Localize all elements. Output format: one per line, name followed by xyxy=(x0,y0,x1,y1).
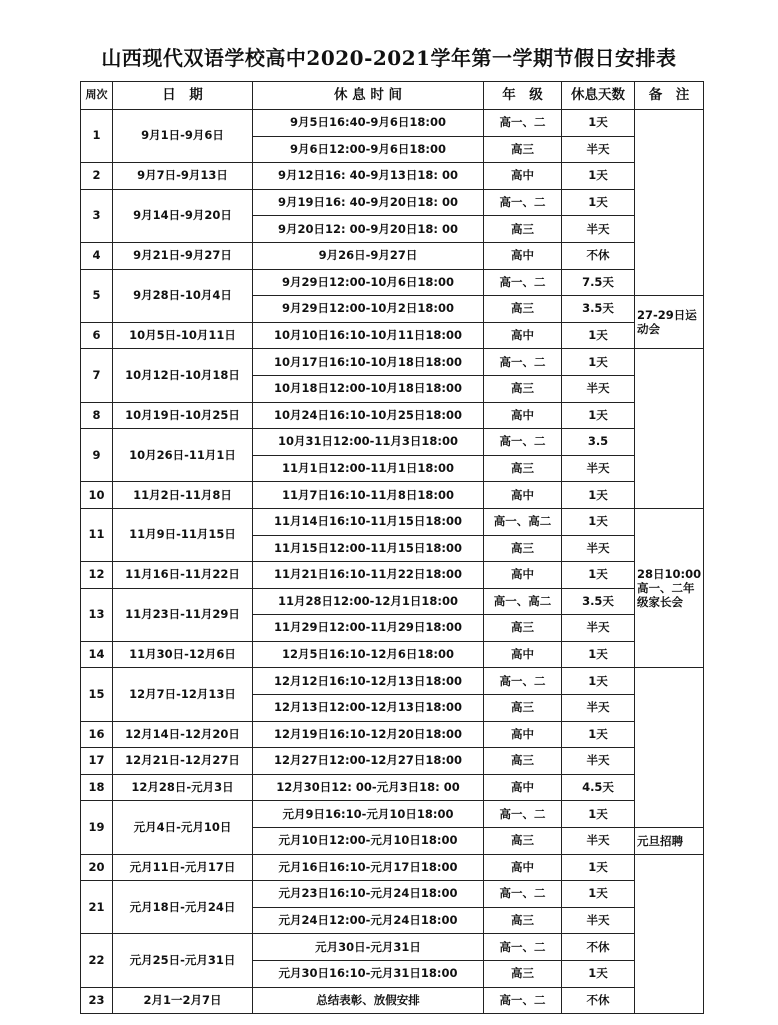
document-title: 山西现代双语学校高中2020-2021学年第一学期节假日安排表 xyxy=(101,46,677,70)
week-number: 4 xyxy=(81,242,113,269)
grade: 高中 xyxy=(484,854,562,881)
week-number: 5 xyxy=(81,269,113,322)
grade: 高三 xyxy=(484,828,562,855)
rest-time: 10月24日16:10-10月25日18:00 xyxy=(253,402,484,429)
week-number: 14 xyxy=(81,641,113,668)
week-number: 8 xyxy=(81,402,113,429)
week-dates: 9月28日-10月4日 xyxy=(113,269,253,322)
week-dates: 元月4日-元月10日 xyxy=(113,801,253,854)
week-dates: 元月25日-元月31日 xyxy=(113,934,253,987)
table-row xyxy=(81,934,704,961)
grade: 高一、二 xyxy=(484,801,562,828)
grade: 高一、二 xyxy=(484,881,562,908)
rest-days: 1天 xyxy=(562,189,635,216)
week-number: 15 xyxy=(81,668,113,721)
grade: 高一、二 xyxy=(484,668,562,695)
rest-time: 11月28日12:00-12月1日18:00 xyxy=(253,588,484,615)
grade: 高三 xyxy=(484,535,562,562)
rest-time: 10月17日16:10-10月18日18:00 xyxy=(253,349,484,376)
rest-days: 1天 xyxy=(562,641,635,668)
rest-time: 11月14日16:10-11月15日18:00 xyxy=(253,508,484,535)
week-number: 19 xyxy=(81,801,113,854)
table-row xyxy=(81,322,704,349)
rest-days: 不休 xyxy=(562,987,635,1014)
week-number: 16 xyxy=(81,721,113,748)
grade: 高中 xyxy=(484,402,562,429)
week-dates: 11月23日-11月29日 xyxy=(113,588,253,641)
rest-time: 12月30日12: 00-元月3日18: 00 xyxy=(253,774,484,801)
rest-time: 元月16日16:10-元月17日18:00 xyxy=(253,854,484,881)
rest-time: 元月10日12:00-元月10日18:00 xyxy=(253,828,484,855)
grade: 高中 xyxy=(484,562,562,589)
grade: 高中 xyxy=(484,774,562,801)
remark: 元旦招聘 xyxy=(635,828,704,855)
rest-days: 半天 xyxy=(562,455,635,482)
grade: 高一、高二 xyxy=(484,588,562,615)
week-number: 2 xyxy=(81,163,113,190)
table-row xyxy=(81,801,704,828)
header-dates: 日 期 xyxy=(113,82,253,110)
rest-days: 3.5天 xyxy=(562,296,635,323)
rest-days: 半天 xyxy=(562,695,635,722)
rest-time: 总结表彰、放假安排 xyxy=(253,987,484,1014)
schedule-body xyxy=(81,110,704,1014)
week-dates: 元月18日-元月24日 xyxy=(113,881,253,934)
table-row xyxy=(81,748,704,775)
week-number: 11 xyxy=(81,508,113,561)
grade: 高三 xyxy=(484,216,562,243)
rest-days: 1天 xyxy=(562,801,635,828)
grade: 高一、二 xyxy=(484,429,562,456)
week-dates: 10月5日-10月11日 xyxy=(113,322,253,349)
rest-days: 1天 xyxy=(562,881,635,908)
rest-days: 3.5天 xyxy=(562,588,635,615)
rest-time: 12月13日12:00-12月13日18:00 xyxy=(253,695,484,722)
rest-days: 3.5 xyxy=(562,429,635,456)
rest-days: 1天 xyxy=(562,668,635,695)
week-dates: 12月21日-12月27日 xyxy=(113,748,253,775)
week-number: 7 xyxy=(81,349,113,402)
week-dates: 12月28日-元月3日 xyxy=(113,774,253,801)
grade: 高三 xyxy=(484,296,562,323)
rest-days: 半天 xyxy=(562,828,635,855)
rest-days: 不休 xyxy=(562,934,635,961)
grade: 高一、二 xyxy=(484,110,562,137)
rest-days: 半天 xyxy=(562,535,635,562)
week-number: 13 xyxy=(81,588,113,641)
header-rest-time: 休 息 时 间 xyxy=(253,82,484,110)
grade: 高中 xyxy=(484,242,562,269)
week-number: 6 xyxy=(81,322,113,349)
rest-time: 11月29日12:00-11月29日18:00 xyxy=(253,615,484,642)
table-row xyxy=(81,508,704,535)
rest-days: 1天 xyxy=(562,562,635,589)
table-row xyxy=(81,562,704,589)
rest-days: 1天 xyxy=(562,854,635,881)
week-number: 20 xyxy=(81,854,113,881)
week-number: 1 xyxy=(81,110,113,163)
week-number: 23 xyxy=(81,987,113,1014)
week-dates: 11月9日-11月15日 xyxy=(113,508,253,561)
grade: 高三 xyxy=(484,748,562,775)
table-row xyxy=(81,110,704,137)
week-dates: 11月16日-11月22日 xyxy=(113,562,253,589)
grade: 高三 xyxy=(484,695,562,722)
rest-time: 11月15日12:00-11月15日18:00 xyxy=(253,535,484,562)
rest-days: 1天 xyxy=(562,110,635,137)
week-number: 17 xyxy=(81,748,113,775)
table-row xyxy=(81,163,704,190)
rest-time: 12月12日16:10-12月13日18:00 xyxy=(253,668,484,695)
rest-days: 半天 xyxy=(562,907,635,934)
grade: 高三 xyxy=(484,136,562,163)
grade: 高一、二 xyxy=(484,189,562,216)
grade: 高中 xyxy=(484,641,562,668)
grade: 高一、二 xyxy=(484,987,562,1014)
week-dates: 12月7日-12月13日 xyxy=(113,668,253,721)
rest-time: 11月7日16:10-11月8日18:00 xyxy=(253,482,484,509)
rest-days: 不休 xyxy=(562,242,635,269)
rest-time: 9月12日16: 40-9月13日18: 00 xyxy=(253,163,484,190)
header-grade: 年 级 xyxy=(484,82,562,110)
header-row xyxy=(81,82,704,110)
grade: 高一、二 xyxy=(484,269,562,296)
rest-days: 半天 xyxy=(562,136,635,163)
rest-time: 元月23日16:10-元月24日18:00 xyxy=(253,881,484,908)
rest-days: 半天 xyxy=(562,748,635,775)
rest-time: 元月30日-元月31日 xyxy=(253,934,484,961)
table-row xyxy=(81,668,704,695)
grade: 高三 xyxy=(484,961,562,988)
table-row xyxy=(81,189,704,216)
holiday-schedule-table xyxy=(80,81,704,1014)
week-dates: 9月14日-9月20日 xyxy=(113,189,253,242)
rest-time: 9月19日16: 40-9月20日18: 00 xyxy=(253,189,484,216)
rest-time: 9月5日16:40-9月6日18:00 xyxy=(253,110,484,137)
rest-time: 9月29日12:00-10月2日18:00 xyxy=(253,296,484,323)
grade: 高一、高二 xyxy=(484,508,562,535)
remark xyxy=(635,668,704,828)
week-number: 22 xyxy=(81,934,113,987)
rest-time: 9月29日12:00-10月6日18:00 xyxy=(253,269,484,296)
remark: 27-29日运动会 xyxy=(635,296,704,349)
table-row xyxy=(81,242,704,269)
week-number: 21 xyxy=(81,881,113,934)
rest-time: 元月9日16:10-元月10日18:00 xyxy=(253,801,484,828)
week-dates: 9月1日-9月6日 xyxy=(113,110,253,163)
table-row xyxy=(81,641,704,668)
week-dates: 元月11日-元月17日 xyxy=(113,854,253,881)
rest-time: 9月20日12: 00-9月20日18: 00 xyxy=(253,216,484,243)
rest-time: 11月21日16:10-11月22日18:00 xyxy=(253,562,484,589)
rest-days: 1天 xyxy=(562,721,635,748)
table-row xyxy=(81,402,704,429)
table-row xyxy=(81,987,704,1014)
week-dates: 9月21日-9月27日 xyxy=(113,242,253,269)
table-row xyxy=(81,721,704,748)
grade: 高三 xyxy=(484,455,562,482)
header-week: 周次 xyxy=(81,82,113,110)
header-remarks: 备 注 xyxy=(635,82,704,110)
remark: 28日10:00高一、二年级家长会 xyxy=(635,508,704,668)
week-number: 12 xyxy=(81,562,113,589)
week-dates: 10月19日-10月25日 xyxy=(113,402,253,429)
grade: 高三 xyxy=(484,907,562,934)
remark xyxy=(635,349,704,509)
rest-days: 1天 xyxy=(562,508,635,535)
rest-days: 1天 xyxy=(562,163,635,190)
week-dates: 12月14日-12月20日 xyxy=(113,721,253,748)
rest-time: 9月6日12:00-9月6日18:00 xyxy=(253,136,484,163)
rest-time: 12月19日16:10-12月20日18:00 xyxy=(253,721,484,748)
week-number: 9 xyxy=(81,429,113,482)
rest-days: 1天 xyxy=(562,402,635,429)
rest-time: 9月26日-9月27日 xyxy=(253,242,484,269)
grade: 高三 xyxy=(484,375,562,402)
table-row xyxy=(81,774,704,801)
rest-time: 10月10日16:10-10月11日18:00 xyxy=(253,322,484,349)
rest-time: 12月5日16:10-12月6日18:00 xyxy=(253,641,484,668)
table-row xyxy=(81,269,704,296)
rest-days: 1天 xyxy=(562,322,635,349)
rest-days: 1天 xyxy=(562,349,635,376)
week-number: 10 xyxy=(81,482,113,509)
week-number: 3 xyxy=(81,189,113,242)
rest-days: 7.5天 xyxy=(562,269,635,296)
grade: 高中 xyxy=(484,322,562,349)
remark xyxy=(635,110,704,296)
week-dates: 2月1一2月7日 xyxy=(113,987,253,1014)
rest-time: 10月18日12:00-10月18日18:00 xyxy=(253,375,484,402)
week-dates: 10月26日-11月1日 xyxy=(113,429,253,482)
rest-time: 元月30日16:10-元月31日18:00 xyxy=(253,961,484,988)
rest-days: 半天 xyxy=(562,375,635,402)
grade: 高一、二 xyxy=(484,934,562,961)
grade: 高三 xyxy=(484,615,562,642)
rest-days: 半天 xyxy=(562,615,635,642)
header-rest-days: 休息天数 xyxy=(562,82,635,110)
table-row xyxy=(81,429,704,456)
table-row xyxy=(81,854,704,881)
week-dates: 10月12日-10月18日 xyxy=(113,349,253,402)
rest-time: 11月1日12:00-11月1日18:00 xyxy=(253,455,484,482)
rest-days: 4.5天 xyxy=(562,774,635,801)
rest-time: 10月31日12:00-11月3日18:00 xyxy=(253,429,484,456)
rest-days: 半天 xyxy=(562,216,635,243)
table-row xyxy=(81,588,704,615)
grade: 高中 xyxy=(484,482,562,509)
table-row xyxy=(81,482,704,509)
rest-time: 元月24日12:00-元月24日18:00 xyxy=(253,907,484,934)
grade: 高一、二 xyxy=(484,349,562,376)
week-number: 18 xyxy=(81,774,113,801)
grade: 高中 xyxy=(484,721,562,748)
rest-days: 1天 xyxy=(562,482,635,509)
table-row xyxy=(81,349,704,376)
rest-days: 1天 xyxy=(562,961,635,988)
week-dates: 11月30日-12月6日 xyxy=(113,641,253,668)
remark xyxy=(635,854,704,1014)
week-dates: 11月2日-11月8日 xyxy=(113,482,253,509)
rest-time: 12月27日12:00-12月27日18:00 xyxy=(253,748,484,775)
grade: 高中 xyxy=(484,163,562,190)
week-dates: 9月7日-9月13日 xyxy=(113,163,253,190)
table-row xyxy=(81,881,704,908)
